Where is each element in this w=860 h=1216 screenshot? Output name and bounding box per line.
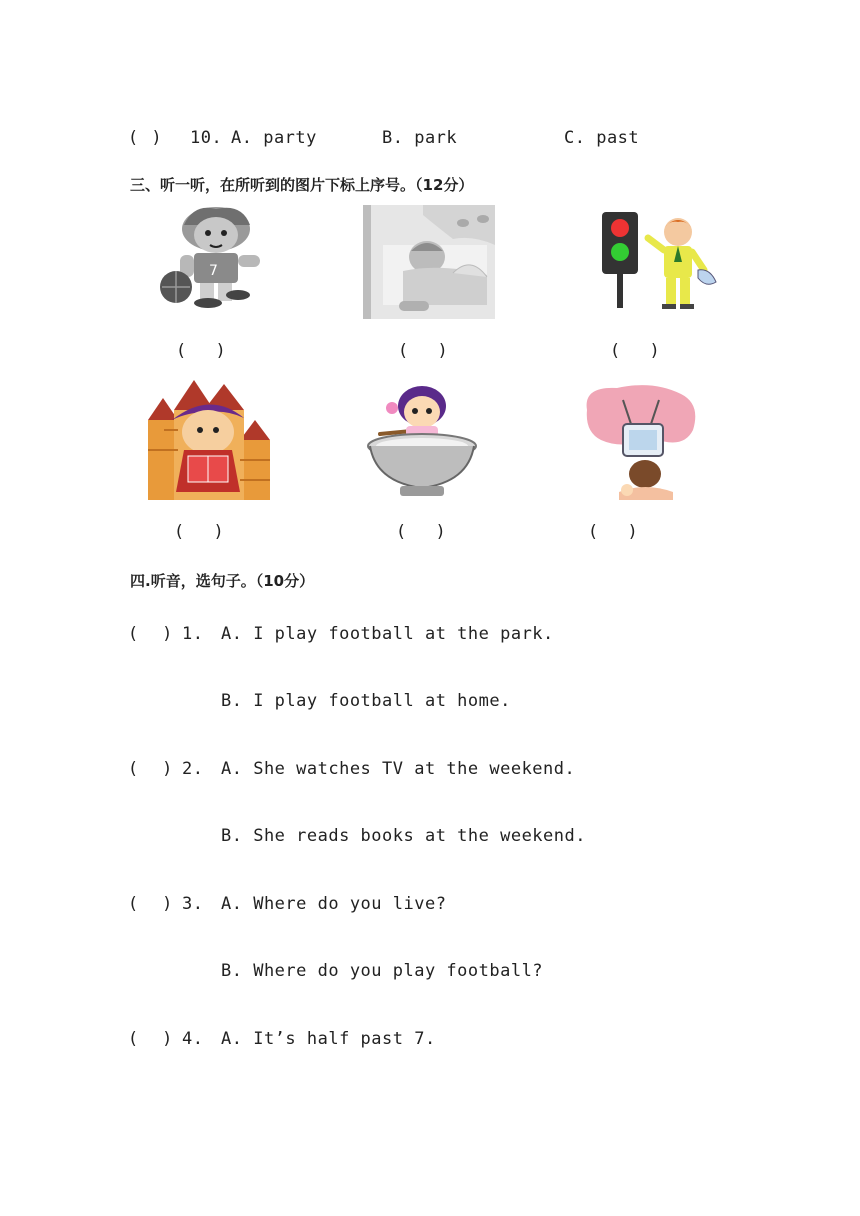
traffic-light-boy-picture — [598, 208, 722, 312]
girl-rice-bowl-picture — [366, 384, 478, 502]
section-4-heading: 四.听音，选句子。（10分） — [130, 572, 315, 590]
question-number: 3. — [182, 894, 204, 914]
option-b: B. Where do you play football? — [221, 961, 544, 981]
option-a: A. Where do you live? — [221, 894, 447, 914]
question-number: 10. — [190, 128, 223, 148]
option-a: A. I play football at the park. — [221, 624, 554, 644]
option-c: C. past — [564, 128, 640, 148]
child-watching-tv-picture — [583, 380, 699, 506]
question-number: 4. — [182, 1029, 204, 1049]
answer-blank-5[interactable]: ( ) — [398, 522, 444, 542]
answer-paren-q1[interactable]: ( ) — [130, 624, 171, 644]
option-a: A. It’s half past 7. — [221, 1029, 436, 1049]
svg-text:7: 7 — [209, 263, 218, 279]
basketball-boy-picture — [154, 205, 282, 309]
option-b: B. park — [382, 128, 458, 148]
question-number: 1. — [182, 624, 204, 644]
answer-paren-q2[interactable]: ( ) — [130, 759, 171, 779]
option-b: B. She reads books at the weekend. — [221, 826, 586, 846]
answer-paren-q10[interactable]: ( ) — [130, 128, 160, 148]
answer-blank-6[interactable]: ( ) — [590, 522, 636, 542]
answer-paren-q4[interactable]: ( ) — [130, 1029, 171, 1049]
answer-blank-2[interactable]: ( ) — [400, 341, 446, 361]
section-3-heading: 三、听一听，在所听到的图片下标上序号。（12分） — [130, 176, 474, 194]
option-b: B. I play football at home. — [221, 691, 511, 711]
option-a: A. party — [231, 128, 317, 148]
answer-paren-q3[interactable]: ( ) — [130, 894, 171, 914]
question-number: 2. — [182, 759, 204, 779]
option-a: A. She watches TV at the weekend. — [221, 759, 576, 779]
sleeping-child-picture — [363, 205, 495, 319]
answer-blank-4[interactable]: ( ) — [176, 522, 222, 542]
answer-blank-1[interactable]: ( ) — [178, 341, 224, 361]
answer-blank-3[interactable]: ( ) — [612, 341, 658, 361]
reading-wizard-picture — [144, 380, 276, 504]
